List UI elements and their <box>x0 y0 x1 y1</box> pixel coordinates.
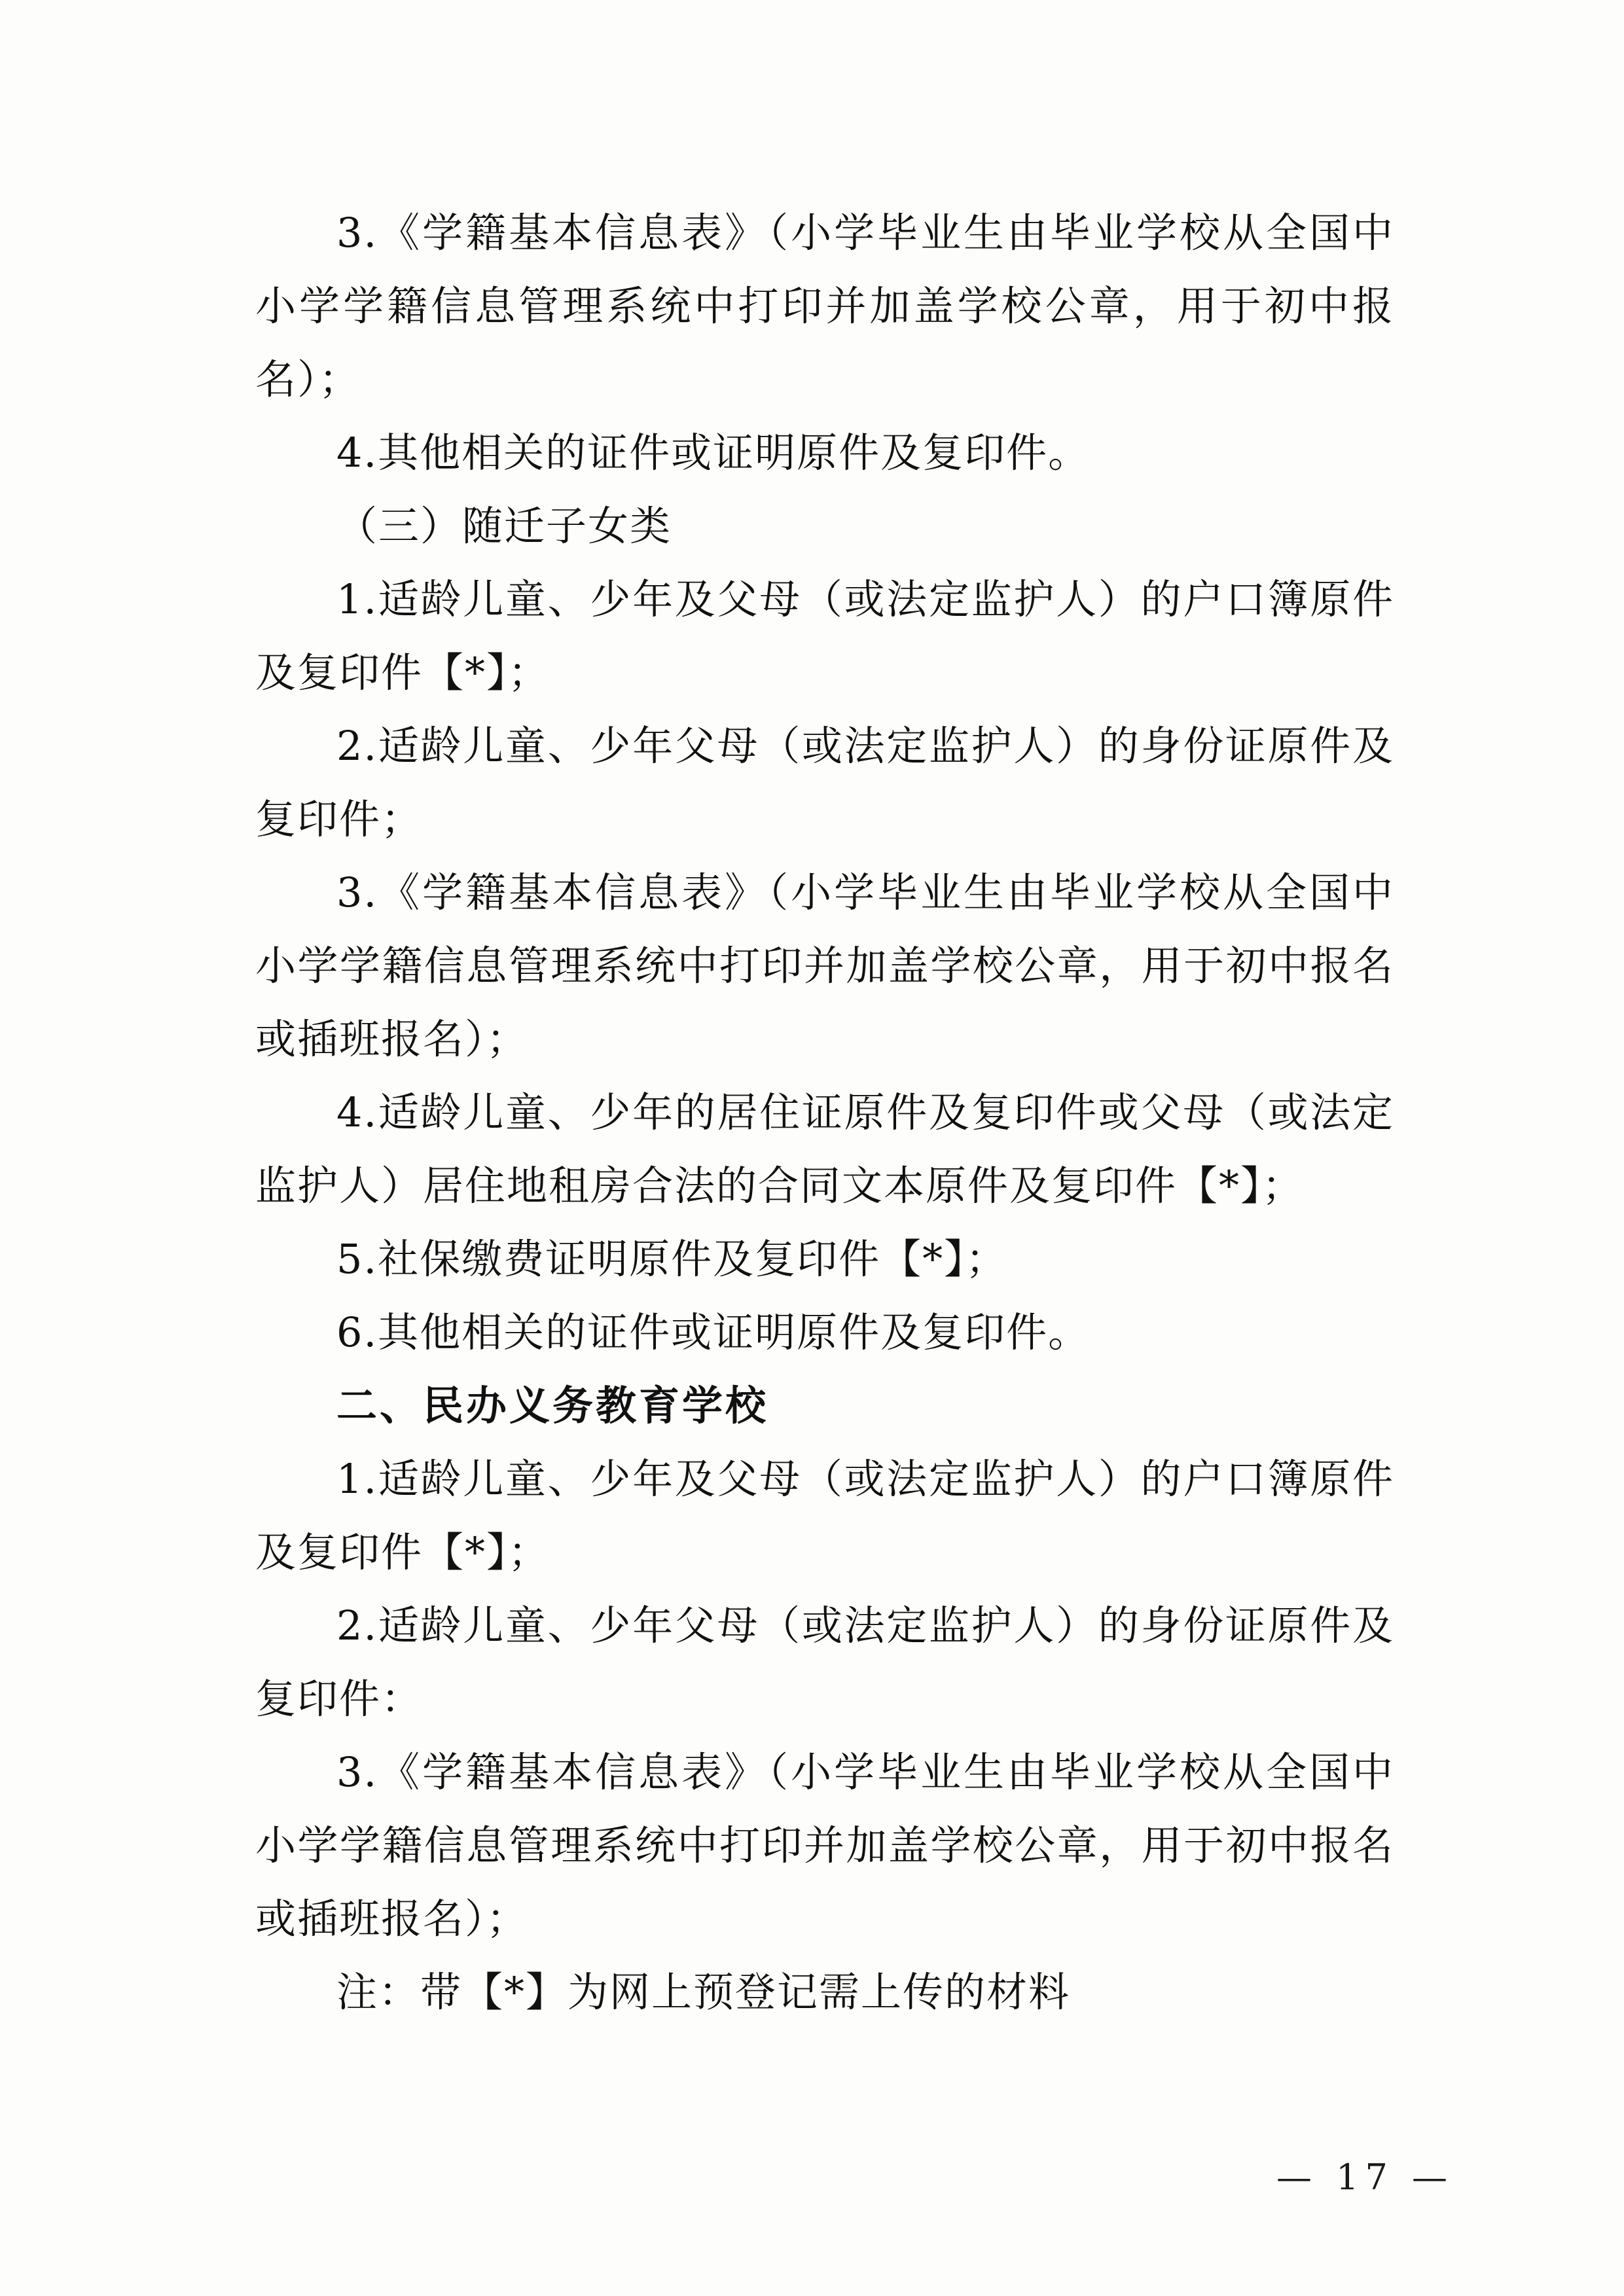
paragraph-4: 1.适龄儿童、少年及父母（或法定监护人）的户口簿原件及复印件【*】； <box>255 575 1394 696</box>
paragraph-11: 2.适龄儿童、少年父母（或法定监护人）的身份证原件及复印件： <box>255 1602 1394 1723</box>
section-heading-private-schools: 二、民办义务教育学校 <box>336 1382 769 1429</box>
page-number: — 17 — <box>1276 2157 1454 2198</box>
paragraph-9: 6.其他相关的证件或证明原件及复印件。 <box>336 1308 1091 1356</box>
paragraph-5: 2.适龄儿童、少年父母（或法定监护人）的身份证原件及复印件； <box>255 722 1394 843</box>
section-heading-3: （三）随迁子女类 <box>336 502 672 550</box>
paragraph-2: 4.其他相关的证件或证明原件及复印件。 <box>336 429 1091 476</box>
paragraph-1: 3.《学籍基本信息表》（小学毕业生由毕业学校从全国中小学学籍信息管理系统中打印并加盖学校公章，用于初中报名）； <box>255 209 1394 403</box>
paragraph-12: 3.《学籍基本信息表》（小学毕业生由毕业学校从全国中小学学籍信息管理系统中打印并加盖学校公章，用于初中报名或插班报名）； <box>255 1748 1394 1943</box>
paragraph-8: 5.社保缴费证明原件及复印件【*】； <box>336 1235 1008 1283</box>
paragraph-6: 3.《学籍基本信息表》（小学毕业生由毕业学校从全国中小学学籍信息管理系统中打印并加盖学校公章，用于初中报名或插班报名）； <box>255 869 1394 1063</box>
paragraph-7: 4.适龄儿童、少年的居住证原件及复印件或父母（或法定监护人）居住地租房合法的合同文本原件及复印件【*】； <box>255 1088 1394 1210</box>
note-paragraph: 注：带【*】为网上预登记需上传的材料 <box>336 1968 1071 2016</box>
paragraph-10: 1.适龄儿童、少年及父母（或法定监护人）的户口簿原件及复印件【*】； <box>255 1455 1394 1576</box>
document-body <box>255 196 1394 2029</box>
